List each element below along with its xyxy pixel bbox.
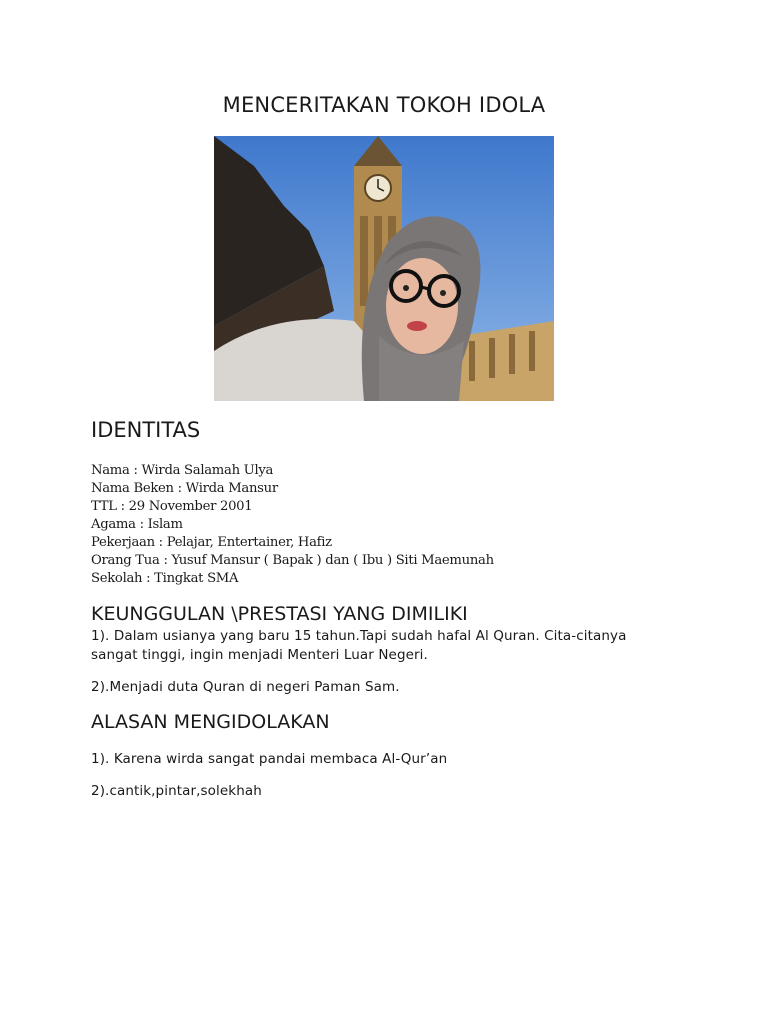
identitas-heading: IDENTITAS [91, 418, 201, 442]
identity-nickname: Nama Beken : Wirda Mansur [91, 481, 278, 496]
identity-school: Sekolah : Tingkat SMA [91, 571, 239, 586]
identity-birth: TTL : 29 November 2001 [91, 499, 253, 514]
document-title: MENCERITAKAN TOKOH IDOLA [222, 93, 546, 117]
keunggulan-item-2: 2).Menjadi duta Quran di negeri Paman Sam. [91, 679, 400, 695]
alasan-heading: ALASAN MENGIDOLAKAN [91, 711, 330, 733]
portrait-photo-big-ben-icon [214, 136, 554, 401]
identity-list [91, 462, 494, 588]
idol-photo [214, 136, 554, 401]
alasan-item-2: 2).cantik,pintar,solekhah [91, 783, 262, 799]
identity-parents: Orang Tua : Yusuf Mansur ( Bapak ) dan ( Ibu ) Siti Maemunah [91, 553, 494, 568]
identity-religion: Agama : Islam [91, 517, 183, 532]
keunggulan-item-1: 1). Dalam usianya yang baru 15 tahun.Tapi sudah hafal Al Quran. Cita-citanya sangat tinggi, ingin menjadi Menteri Luar Negeri. [91, 628, 627, 663]
identity-occupation: Pekerjaan : Pelajar, Entertainer, Hafiz [91, 535, 332, 550]
keunggulan-heading: KEUNGGULAN \PRESTASI YANG DIMILIKI [91, 603, 468, 625]
identity-name: Nama : Wirda Salamah Ulya [91, 463, 274, 478]
alasan-item-1: 1). Karena wirda sangat pandai membaca Al-Qur’an [91, 751, 448, 767]
